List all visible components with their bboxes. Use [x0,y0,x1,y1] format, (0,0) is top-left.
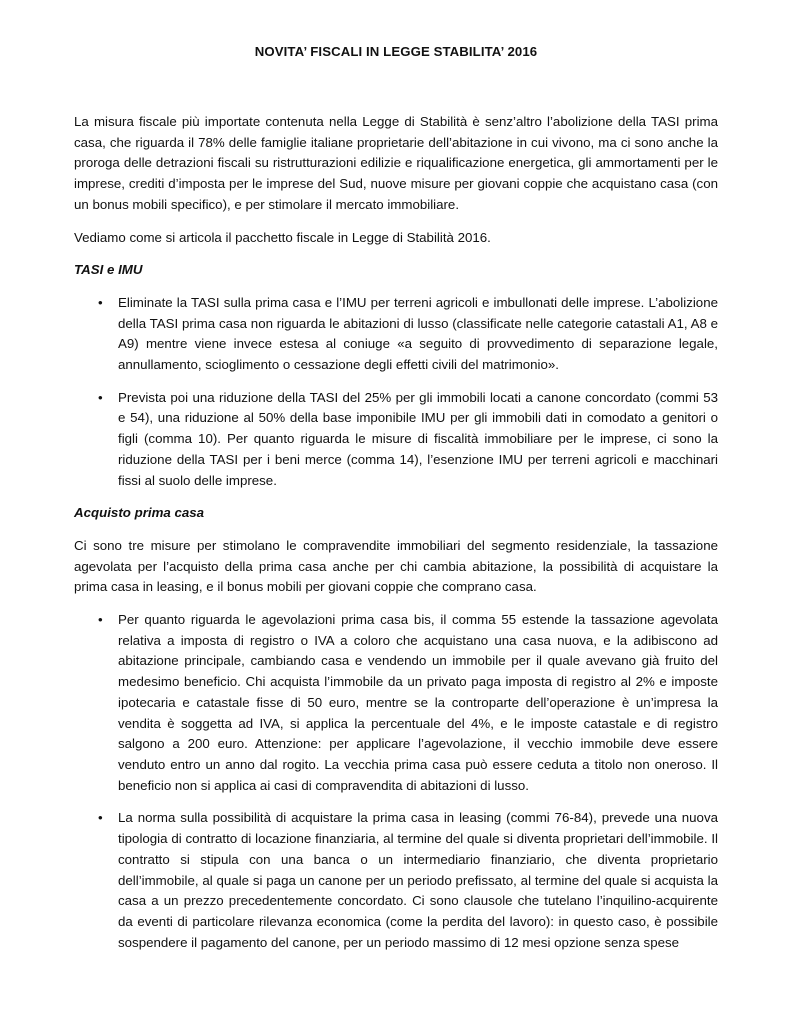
section-heading-acquisto-prima-casa: Acquisto prima casa [74,505,205,521]
list-item [74,808,718,953]
list-item [74,388,718,492]
intro-paragraph: La misura fiscale più importate contenuta nella Legge di Stabilità è senz’altro l’abolizione della TASI prima casa, che riguarda il 78% delle famiglie italiane proprietarie dell’abitazione in cui vivono, ma ci sono anche la proroga delle detrazioni fiscali su ristrutturazioni edilizie e riqualificazione energetica, gli ammortamenti per le imprese, crediti d’imposta per le imprese del Sud, nuove misure per giovani coppie che acquistano casa (con un bonus mobili specifico), e per stimolare il mercato immobiliare. [74,114,718,212]
bullet-icon: • [98,294,103,310]
list-item [74,610,718,796]
bullet-text: Prevista poi una riduzione della TASI del 25% per gli immobili locati a canone concordato (commi 53 e 54), una riduzione al 50% della base imponibile IMU per gli immobili dati in comodato a genitori o figli (comma 10). Per quanto riguarda le misure di fiscalità immobiliare per le imprese, ci sono la riduzione della TASI per i beni merce (comma 14), l’esenzione IMU per terreni agricoli e macchinari fissi al suolo delle imprese. [118,389,718,488]
section-paragraph: Ci sono tre misure per stimolano le compravendite immobiliari del segmento residenziale, la tassazione agevolata per l’acquisto della prima casa anche per chi cambia abitazione, la possibilità di acquistare la prima casa in leasing, e il bonus mobili per giovani coppie che comprano casa. [74,537,718,595]
tasi-imu-bullet-list [74,293,718,491]
document-title: NOVITA’ FISCALI IN LEGGE STABILITA’ 2016 [254,44,538,59]
bullet-text: Eliminate la TASI sulla prima casa e l’IMU per terreni agricoli e imbullonati delle imprese. L’abolizione della TASI prima casa non riguarda le abitazioni di lusso (classificate nelle categorie catastali A1, A8 e A9) mentre viene invece estesa al coniuge «a seguito di provvedimento di separazione legale, annullamento, scioglimento o cessazione degli effetti civili del matrimonio». [118,294,718,373]
bullet-text: Per quanto riguarda le agevolazioni prima casa bis, il comma 55 estende la tassazione agevolata relativa a imposta di registro o IVA a coloro che acquistano una casa nuova, e la adibiscono ad abitazione principale, cambiando casa e vendendo un immobile per il quale avevano già fruito del medesimo beneficio. Chi acquista l’immobile da un privato paga imposta di registro al 2% e imposte ipotecaria e catastale fisse di 50 euro, mentre se la controparte dell’operazione è un’impresa la vendita è soggetta ad IVA, si applica la percentuale del 4%, e le imposte catastale e di registro salgono a 200 euro. Attenzione: per applicare l’agevolazione, il vecchio immobile deve essere venduto entro un anno dal rogito. La vecchia prima casa può essere ceduta a titolo non oneroso. Il beneficio non si applica ai casi di compravendita di abitazioni di lusso. [118,612,718,793]
document-body [74,112,718,965]
bullet-icon: • [98,389,103,405]
bullet-text: La norma sulla possibilità di acquistare la prima casa in leasing (commi 76-84), prevede una nuova tipologia di contratto di locazione finanziaria, al termine del quale si diventa proprietari dell’immobile. Il contratto si stipula con una banca o un intermediario finanziario, che diventa proprietario dell’immobile, al quale si paga un canone per un periodo prefissato, al termine del quale si acquista la casa a un prezzo precedentemente concordato. Ci sono clausole che tutelano l’inquilino-acquirente da eventi di particolare rilevanza economica (come la perdita del lavoro): in questo caso, è possibile sospendere il pagamento del canone, per un periodo massimo di 12 mesi opzione senza spese [118,810,718,950]
intro-paragraph-2: Vediamo come si articola il pacchetto fiscale in Legge di Stabilità 2016. [74,229,491,245]
bullet-icon: • [98,612,103,628]
section-heading-tasi-imu: TASI e IMU [74,262,143,278]
bullet-icon: • [98,810,103,826]
list-item [74,293,718,376]
acquisto-bullet-list [74,610,718,953]
